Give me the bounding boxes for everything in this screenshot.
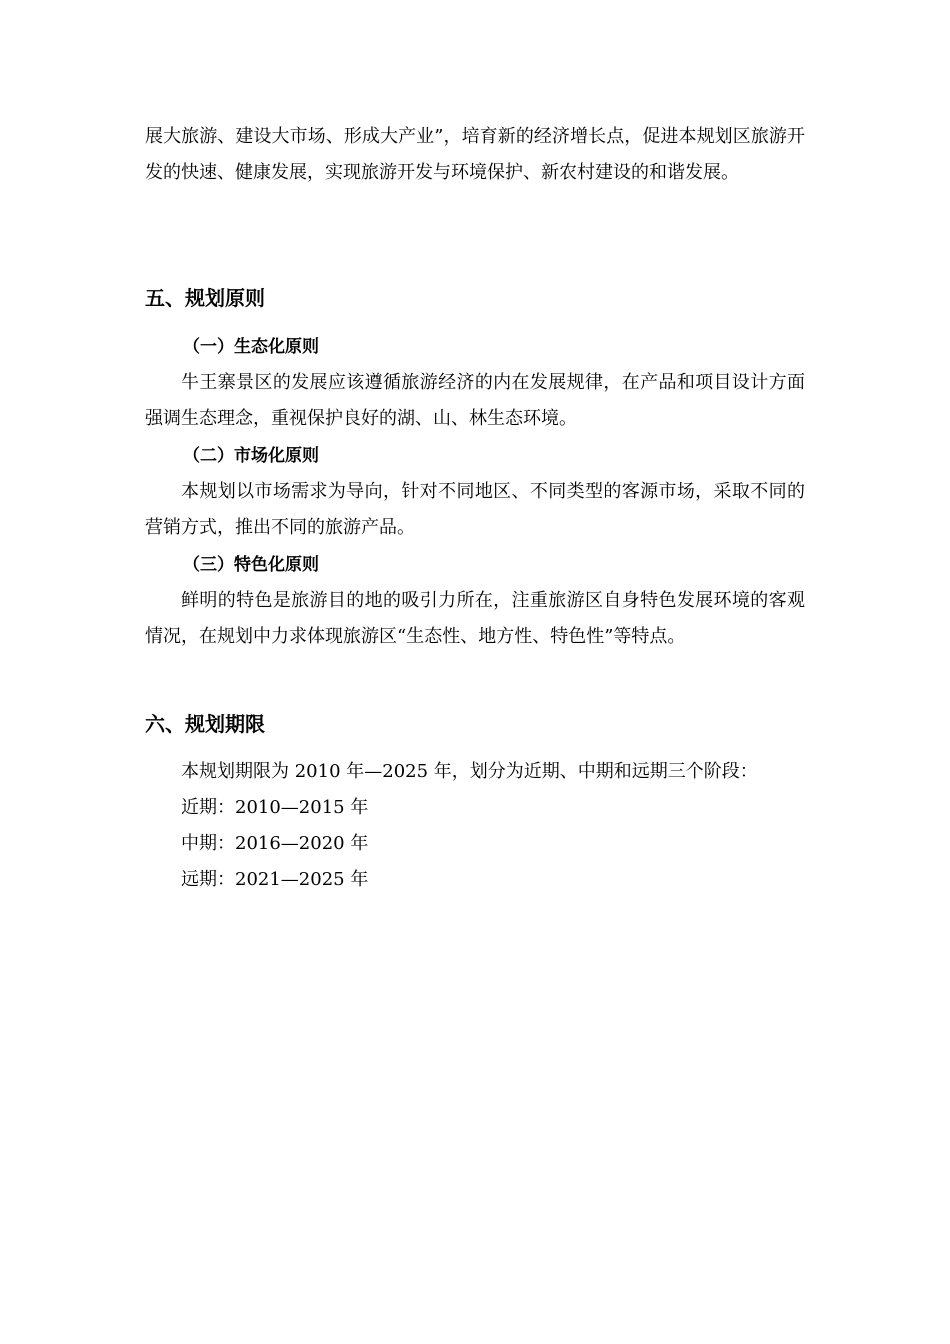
subsection-ecological-title: （一）生态化原则: [183, 337, 319, 357]
subsection-market-text: 本规划以市场需求为导向，针对不同地区、不同类型的客源市场，采取不同的营销方式，推出不同的旅游产品。: [145, 481, 805, 538]
planning-period-intro: 本规划期限为 2010 年—2025 年，划分为近期、中期和远期三个阶段：: [181, 761, 758, 782]
subsection-feature-block: [145, 583, 805, 655]
subsection-market-block: [145, 474, 805, 546]
planning-period-mid: 中期：2016—2020 年: [181, 833, 369, 854]
section-6-heading: 六、规划期限: [145, 712, 265, 736]
subsection-feature-text: 鲜明的特色是旅游目的地的吸引力所在，注重旅游区自身特色发展环境的客观情况，在规划中力求体现旅游区“生态性、地方性、特色性”等特点。: [145, 590, 805, 647]
section-5-heading: 五、规划原则: [145, 286, 265, 310]
planning-period-near: 近期：2010—2015 年: [181, 797, 369, 818]
subsection-feature-title: （三）特色化原则: [183, 555, 319, 575]
planning-period-far: 远期：2021—2025 年: [181, 869, 369, 890]
subsection-ecological-block: [145, 365, 805, 437]
intro-paragraph: 展大旅游、建设大市场、形成大产业”，培育新的经济增长点，促进本规划区旅游开发的快速、健康发展，实现旅游开发与环境保护、新农村建设的和谐发展。: [145, 126, 805, 183]
subsection-market-title: （二）市场化原则: [183, 446, 319, 466]
intro-paragraph-block: [145, 119, 805, 191]
subsection-ecological-text: 牛王寨景区的发展应该遵循旅游经济的内在发展规律，在产品和项目设计方面强调生态理念，重视保护良好的湖、山、林生态环境。: [145, 372, 805, 429]
